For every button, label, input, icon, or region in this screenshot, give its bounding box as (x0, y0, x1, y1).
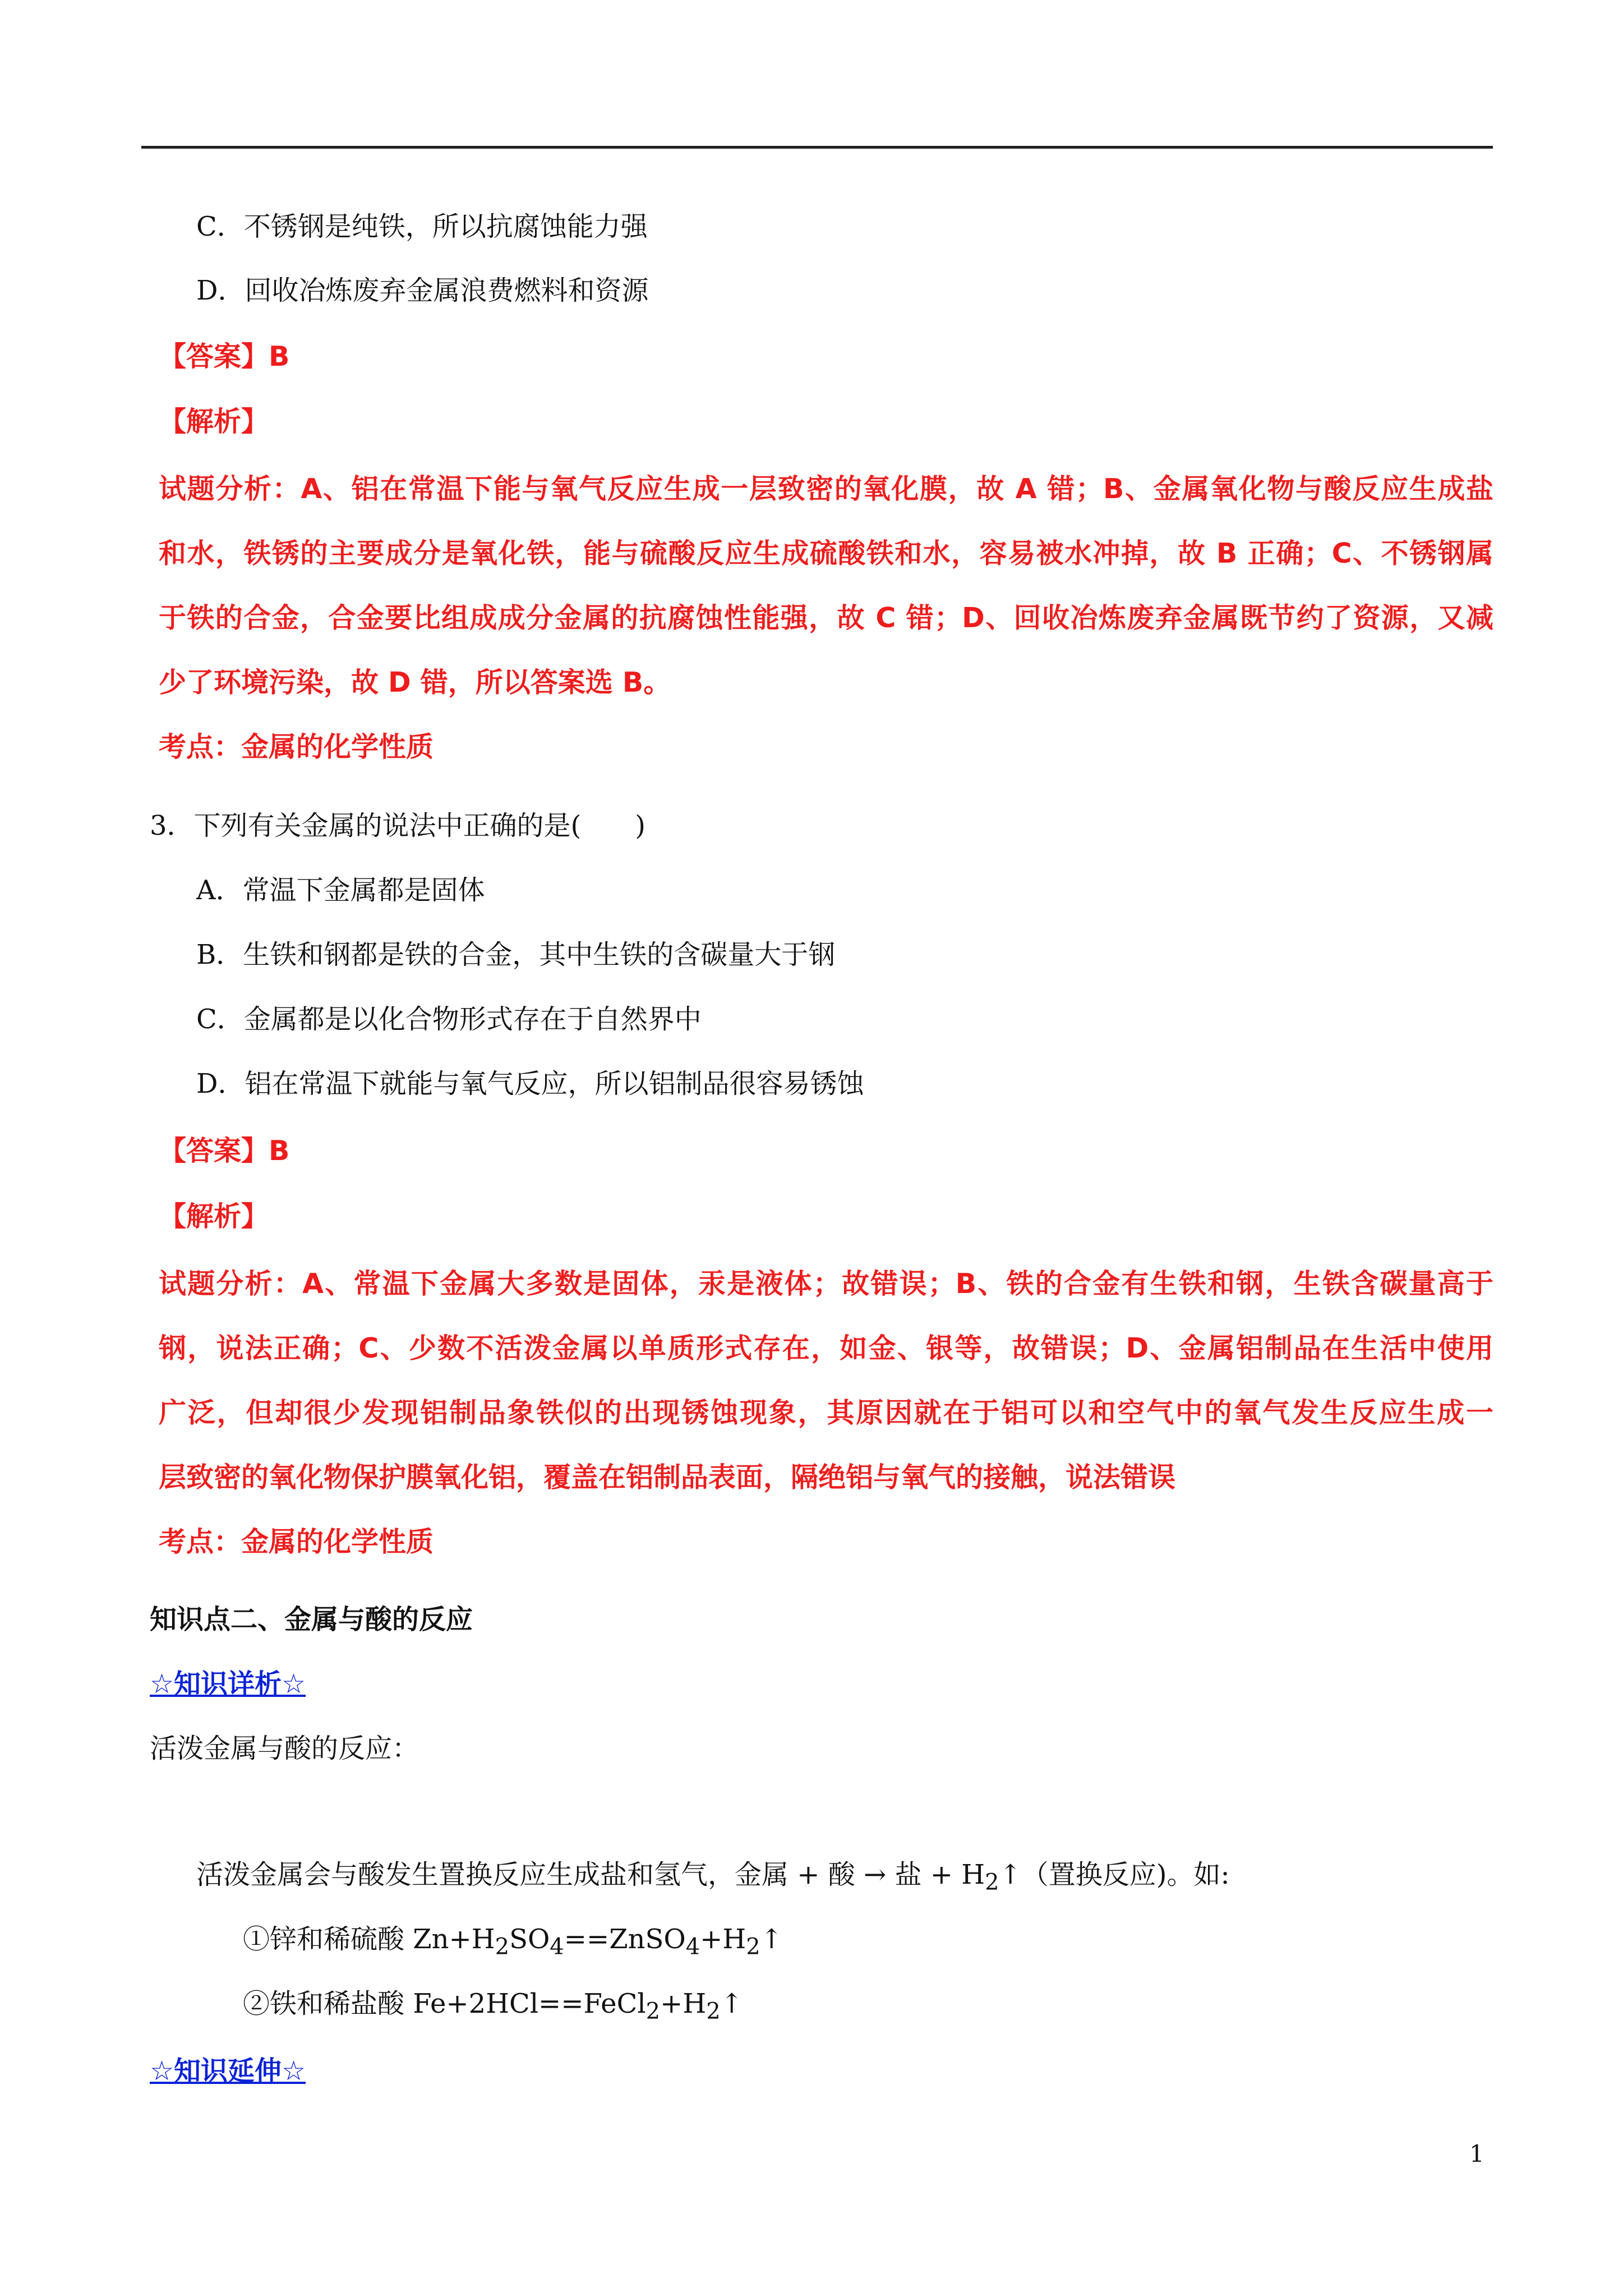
page-number: 1 (1469, 2140, 1484, 2168)
q3-analysis-label: 【解析】 (159, 1200, 269, 1232)
q3-option-a: A．常温下金属都是固体 (196, 875, 485, 906)
q2-kaodian: 考点：金属的化学性质 (159, 731, 434, 763)
answer-value: B (269, 1135, 290, 1167)
section-title: 知识点二、金属与酸的反应 (150, 1604, 473, 1635)
q3-option-d: D．铝在常温下就能与氧气反应，所以铝制品很容易锈蚀 (196, 1068, 864, 1099)
q2-analysis-line: 和水，铁锈的主要成分是氧化铁，能与硫酸反应生成硫酸铁和水，容易被水冲掉，故 B 正确；C、不锈钢属 (159, 537, 1493, 569)
answer-value: B (269, 341, 290, 372)
example-zinc: ①锌和稀硫酸 $Zn+H_2SO_4==ZnSO_4+H_2↑$ (243, 1924, 783, 1960)
extend-link[interactable]: ☆知识延伸☆ (150, 2055, 306, 2087)
q3-analysis-line: 试题分析：A、常温下金属大多数是固体，汞是液体；故错误；B、铁的合金有生铁和钢，生铁含碳量高于 (159, 1268, 1493, 1300)
q3-analysis-line: 钢，说法正确；C、少数不活泼金属以单质形式存在，如金、银等，故错误；D、金属铝制品在生活中使用 (159, 1332, 1493, 1364)
q2-analysis-label: 【解析】 (159, 406, 269, 438)
q2-analysis-line: 于铁的合金，合金要比组成成分金属的抗腐蚀性能强，故 C 错；D、回收冶炼废弃金属既节约了资源，又减 (159, 602, 1493, 634)
q3-stem: 3．下列有关金属的说法中正确的是( ) (150, 810, 645, 841)
section-intro: 活泼金属与酸的反应： (150, 1733, 419, 1764)
q2-analysis-line: 试题分析：A、铝在常温下能与氧气反应生成一层致密的氧化膜，故 A 错；B、金属氧化物与酸反应生成盐 (159, 473, 1493, 505)
q2-answer (159, 339, 289, 375)
q3-analysis-line: 广泛，但却很少发现铝制品象铁似的出现锈蚀现象，其原因就在于铝可以和空气中的氧气发生反应生成一 (159, 1397, 1493, 1429)
q2-analysis-line: 少了环境污染，故 D 错，所以答案选 B。 (159, 666, 671, 698)
detail-link[interactable]: ☆知识详析☆ (150, 1668, 306, 1700)
q3-answer (159, 1133, 289, 1169)
q2-option-d: D．回收冶炼废弃金属浪费燃料和资源 (196, 275, 649, 306)
q2-option-c: C．不锈钢是纯铁，所以抗腐蚀能力强 (196, 211, 648, 242)
reaction-rule: 活泼金属会与酸发生置换反应生成盐和氢气，金属 + 酸 → 盐 + $H_2↑$（置换反应)。如: (196, 1859, 1230, 1895)
answer-label: 【答案】 (159, 341, 269, 372)
q3-analysis-line: 层致密的氧化物保护膜氧化铝，覆盖在铝制品表面，隔绝铝与氧气的接触，说法错误 (159, 1461, 1176, 1493)
header-rule (141, 146, 1493, 149)
q3-kaodian: 考点：金属的化学性质 (159, 1526, 434, 1558)
q3-option-b: B．生铁和钢都是铁的合金，其中生铁的含碳量大于钢 (196, 939, 836, 970)
answer-label: 【答案】 (159, 1135, 269, 1167)
example-iron: ②铁和稀盐酸 $Fe+2HCl==FeCl_2+H_2↑$ (243, 1988, 743, 2024)
q3-option-c: C．金属都是以化合物形式存在于自然界中 (196, 1004, 702, 1035)
